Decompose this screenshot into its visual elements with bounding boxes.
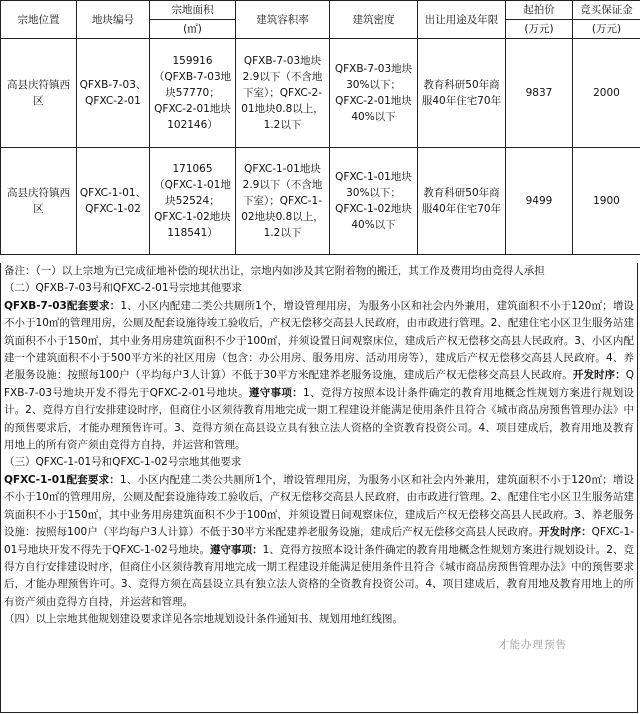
- cell-deposit: 2000: [573, 39, 640, 148]
- note-qfxc-compliance-heading: 遵守事项：: [209, 543, 263, 556]
- cell-start-price: 9499: [506, 148, 573, 255]
- note-qfxb-requirements: [1, 298, 637, 455]
- cell-start-price: 9837: [506, 39, 573, 148]
- cell-area: 159916（QFXB-7-03地块57770；QFXC-2-01地块102146）: [150, 39, 236, 148]
- cell-density: QFXC-1-01地块30%以下；QFXC-1-02地块40%以下: [330, 148, 418, 255]
- header-start-price-unit: (万元): [506, 20, 573, 39]
- note-qfxb-facilities: 1、小区内配建二类公共厕所1个，增设管理用房，为服务小区和社会内外兼用，建筑面积不小于120㎡；增设不小于10㎡的管理用房，公厕及配套设施待竣工验收后，产权无偿移交高县人民政府，由市政进行管理。2、配建住宅小区卫生服务站建筑面积不小于150㎡，其中业务用房建筑面积不少于100㎡，并须设置日间观察床位，建成后产权无偿移交高县人民政府。3、小区内配建一个建筑面积不小于500平方米的社区用房（包含：办公用房、服务用房、活动用房等），建成后产权无偿移交高县人民政府。4、养老服务设施：按照每100户（平均每户3人计算）不低于30平方米配建养老服务设施，建成后产权无偿移交高县人民政府。: [4, 299, 634, 382]
- header-area: 宗地面积: [150, 1, 236, 20]
- note-qfxb-sequence-heading: 开发时序：: [572, 369, 626, 382]
- header-use: 出让用途及年限: [418, 1, 506, 39]
- note-qfxc-sequence: QFXC-1-01号地块开发不得先于QFXC-1-02号地块。: [4, 526, 634, 556]
- cell-far: QFXB-7-03地块2.9以下（不含地下室）；QFXC-2-01地块0.8以上，1.2以下: [236, 39, 330, 148]
- watermark: 才能办理预售: [498, 639, 567, 651]
- note-qfxc-compliance: 1、竞得方按照本设计条件确定的教育用地概念性规划方案进行规划设计。2、竞得方自行安排建设时序，但商住小区须待教育用地完成一期工程建设并能满足使用条件且符合《城市商品房预售管理办法》中的预售要求后，才能办理预售许可。3、竞得方须在高县设立具有独立法人资格的全资教育投资公司。4、项目建成后，教育用地及教育用地上的所有资产须由竞得方自持，并运营和管理。: [4, 543, 635, 608]
- note-qfxc-requirements: [1, 472, 637, 611]
- note-qfxc-heading: QFXC-1-01配套要求：: [4, 473, 120, 486]
- header-area-unit: (㎡): [150, 20, 236, 39]
- land-parcel-table: [0, 0, 640, 255]
- note-section-three-title: （三）QFXC-1-01号和QFXC-1-02号宗地其他要求: [4, 456, 242, 469]
- note-qfxb-compliance: 1、竞得方按照本设计条件确定的教育用地概念性规划方案进行规划设计。2、竞得方自行安排建设时序，但商住小区须待教育用地完成一期工程建设并能满足使用条件且符合《城市商品房预售管理办法》中的预售要求后，才能办理预售许可。3、竞得方须在高县设立具有独立法人资格的全资教育投资公司。4、项目建成后，教育用地及教育用地上的所有资产须由竞得方自持，并运营和管理。: [4, 386, 635, 452]
- cell-parcel-no: QFXC-1-01、QFXC-1-02: [77, 148, 150, 255]
- cell-location: 高县庆符镇西区: [1, 148, 77, 255]
- note-qfxb-heading: QFXB-7-03配套要求：: [4, 299, 121, 312]
- note-section-two-title: （二）QFXB-7-03号和QFXC-2-01号宗地其他要求: [4, 282, 243, 295]
- cell-far: QFXC-1-01地块2.9以下（不含地下室）；QFXC-1-02地块0.8以上，1.2以下: [236, 148, 330, 255]
- header-deposit-unit: (万元): [573, 20, 640, 39]
- header-parcel-no: 地块编号: [77, 1, 150, 39]
- header-start-price: 起拍价: [506, 1, 573, 20]
- note-qfxb-compliance-heading: 遵守事项：: [248, 386, 303, 399]
- cell-location: 高县庆符镇西区: [1, 39, 77, 148]
- header-density: 建筑密度: [330, 1, 418, 39]
- cell-deposit: 1900: [573, 148, 640, 255]
- cell-area: 171065（QFXC-1-01地块52524；QFXC-1-02地块118541）: [150, 148, 236, 255]
- cell-use: 教育科研50年商服40年住宅70年: [418, 148, 506, 255]
- note-qfxc-sequence-heading: 开发时序：: [539, 526, 592, 539]
- header-deposit: 竞买保证金: [573, 1, 640, 20]
- table-row: [1, 39, 640, 148]
- cell-parcel-no: QFXB-7-03、QFXC-2-01: [77, 39, 150, 148]
- note-general: 备注：（一）以上宗地为已完成征地补偿的现状出让，宗地内如涉及其它附着物的搬迁，其工作及费用均由竞得人承担: [4, 265, 545, 277]
- table-row: [1, 148, 640, 255]
- header-location: 宗地位置: [1, 1, 77, 39]
- note-qfxb-sequence: QFXB-7-03号地块开发不得先于QFXC-2-01号地块。: [4, 369, 634, 399]
- note-qfxc-facilities: 1、小区内配建二类公共厕所1个，增设管理用房，为服务小区和社会内外兼用，建筑面积不小于120㎡；增设不小于10㎡的管理用房，公厕及配套设施待竣工验收后，产权无偿移交高县人民政府，由市政进行管理。2、配建住宅小区卫生服务站建筑面积不小于150㎡，其中业务用房建筑面积不少于100㎡，并须设置日间观察床位，建成后产权无偿移交高县人民政府。3、养老服务设施：按照每100户（平均每户3人计算）不低于30平方米配建养老服务设施，建成后产权无偿移交高县人民政府。: [4, 473, 635, 539]
- cell-density: QFXB-7-03地块30%以下；QFXC-2-01地块40%以下: [330, 39, 418, 148]
- cell-use: 教育科研50年商服40年住宅70年: [418, 39, 506, 148]
- note-section-four: （四）以上宗地其他规划建设要求详见各宗地规划设计条件通知书、规划用地红线图。: [4, 613, 403, 626]
- header-far: 建筑容积率: [236, 1, 330, 39]
